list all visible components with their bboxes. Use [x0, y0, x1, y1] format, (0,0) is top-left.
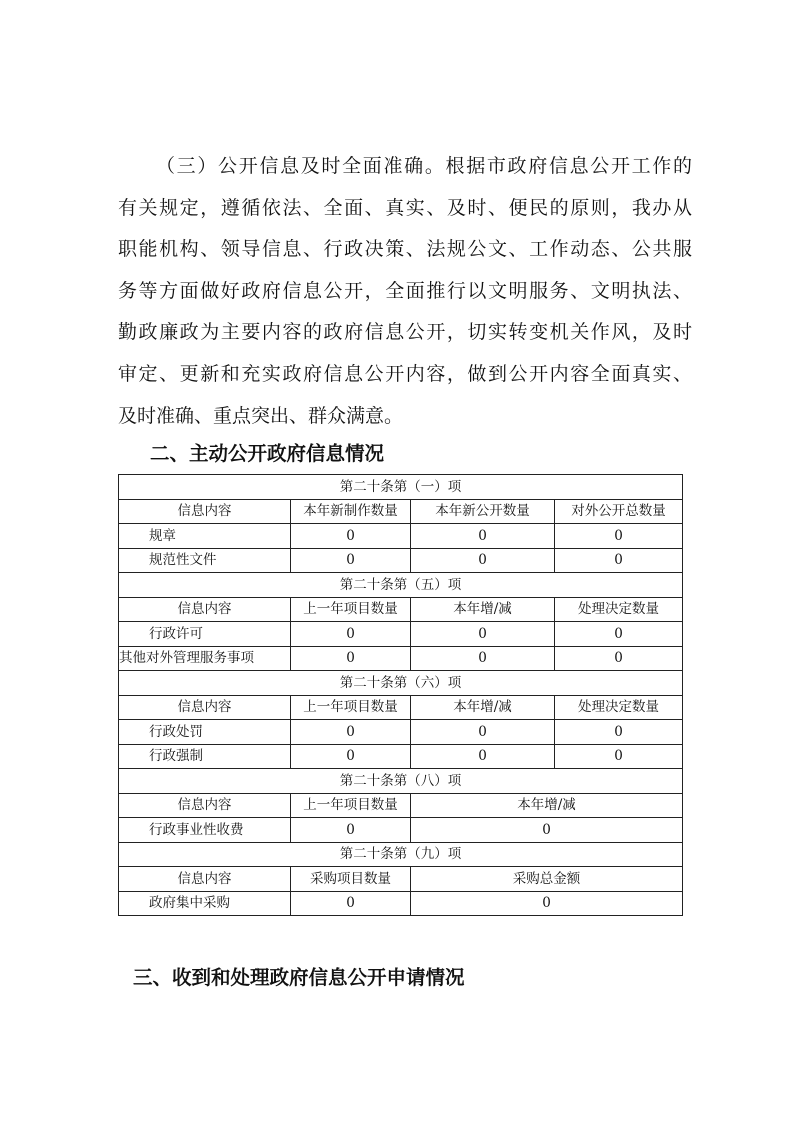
cell-value: 0 — [411, 622, 555, 647]
paragraph-line: 务等方面做好政府信息公开，全面推行以文明服务、文明执法、 — [118, 279, 692, 302]
table-section-title-row — [119, 769, 683, 794]
column-header: 本年新公开数量 — [411, 499, 555, 524]
paragraph-line: 审定、更新和充实政府信息公开内容，做到公开内容全面真实、 — [118, 362, 692, 385]
cell-value: 0 — [291, 646, 411, 671]
table-header-row — [119, 499, 683, 524]
column-header: 采购总金额 — [411, 867, 683, 892]
row-label: 其他对外管理服务事项 — [119, 646, 291, 671]
table-section-title-row — [119, 842, 683, 867]
table-section-title-row — [119, 475, 683, 500]
cell-value: 0 — [411, 744, 555, 769]
disclosure-table — [118, 474, 683, 916]
cell-value: 0 — [555, 744, 683, 769]
cell-value: 0 — [411, 646, 555, 671]
cell-value: 0 — [291, 744, 411, 769]
row-label: 行政事业性收费 — [119, 818, 291, 843]
cell-value: 0 — [291, 891, 411, 916]
table-row — [119, 646, 683, 671]
paragraph-line: （三）公开信息及时全面准确。根据市政府信息公开工作的 — [156, 155, 692, 177]
column-header: 对外公开总数量 — [555, 499, 683, 524]
section-title: 第二十条第（八）项 — [119, 769, 683, 794]
table-row — [119, 548, 683, 573]
section-title: 第二十条第（五）项 — [119, 573, 683, 598]
table-header-row — [119, 695, 683, 720]
table-header-row — [119, 867, 683, 892]
row-label: 行政许可 — [119, 622, 291, 647]
cell-value: 0 — [555, 646, 683, 671]
column-header: 本年新制作数量 — [291, 499, 411, 524]
cell-value: 0 — [555, 720, 683, 745]
row-label: 行政处罚 — [119, 720, 291, 745]
cell-value: 0 — [411, 891, 683, 916]
column-header: 信息内容 — [119, 793, 291, 818]
paragraph-line: 职能机构、领导信息、行政决策、法规公文、工作动态、公共服 — [118, 238, 692, 261]
paragraph-line: 勤政廉政为主要内容的政府信息公开，切实转变机关作风，及时 — [118, 321, 692, 344]
column-header: 本年增/减 — [411, 597, 555, 622]
paragraph-line: 有关规定，遵循依法、全面、真实、及时、便民的原则，我办从 — [118, 196, 692, 219]
row-label: 政府集中采购 — [119, 891, 291, 916]
column-header: 信息内容 — [119, 597, 291, 622]
table-row — [119, 818, 683, 843]
column-header: 本年增/减 — [411, 793, 683, 818]
row-label: 规范性文件 — [119, 548, 291, 573]
table-section-title-row — [119, 573, 683, 598]
table-header-row — [119, 597, 683, 622]
cell-value: 0 — [291, 818, 411, 843]
cell-value: 0 — [555, 622, 683, 647]
paragraph-line: 及时准确、重点突出、群众满意。 — [118, 404, 404, 427]
column-header: 上一年项目数量 — [291, 695, 411, 720]
cell-value: 0 — [291, 720, 411, 745]
cell-value: 0 — [411, 818, 683, 843]
column-header: 本年增/减 — [411, 695, 555, 720]
table-row — [119, 622, 683, 647]
cell-value: 0 — [291, 622, 411, 647]
cell-value: 0 — [555, 548, 683, 573]
table-section-title-row — [119, 671, 683, 696]
column-header: 处理决定数量 — [555, 695, 683, 720]
table-row — [119, 891, 683, 916]
column-header: 信息内容 — [119, 499, 291, 524]
column-header: 上一年项目数量 — [291, 793, 411, 818]
section-heading-3: 三、收到和处理政府信息公开申请情况 — [133, 966, 465, 989]
section-title: 第二十条第（六）项 — [119, 671, 683, 696]
cell-value: 0 — [555, 524, 683, 549]
cell-value: 0 — [291, 524, 411, 549]
body-paragraph — [118, 146, 692, 437]
row-label: 行政强制 — [119, 744, 291, 769]
section-title: 第二十条第（九）项 — [119, 842, 683, 867]
column-header: 信息内容 — [119, 695, 291, 720]
table-row — [119, 744, 683, 769]
table-row — [119, 524, 683, 549]
cell-value: 0 — [291, 548, 411, 573]
section-heading-2: 二、主动公开政府信息情况 — [150, 442, 385, 465]
column-header: 信息内容 — [119, 867, 291, 892]
cell-value: 0 — [411, 720, 555, 745]
section-title: 第二十条第（一）项 — [119, 475, 683, 500]
cell-value: 0 — [411, 524, 555, 549]
table-header-row — [119, 793, 683, 818]
column-header: 采购项目数量 — [291, 867, 411, 892]
cell-value: 0 — [411, 548, 555, 573]
column-header: 上一年项目数量 — [291, 597, 411, 622]
row-label: 规章 — [119, 524, 291, 549]
table-row — [119, 720, 683, 745]
column-header: 处理决定数量 — [555, 597, 683, 622]
